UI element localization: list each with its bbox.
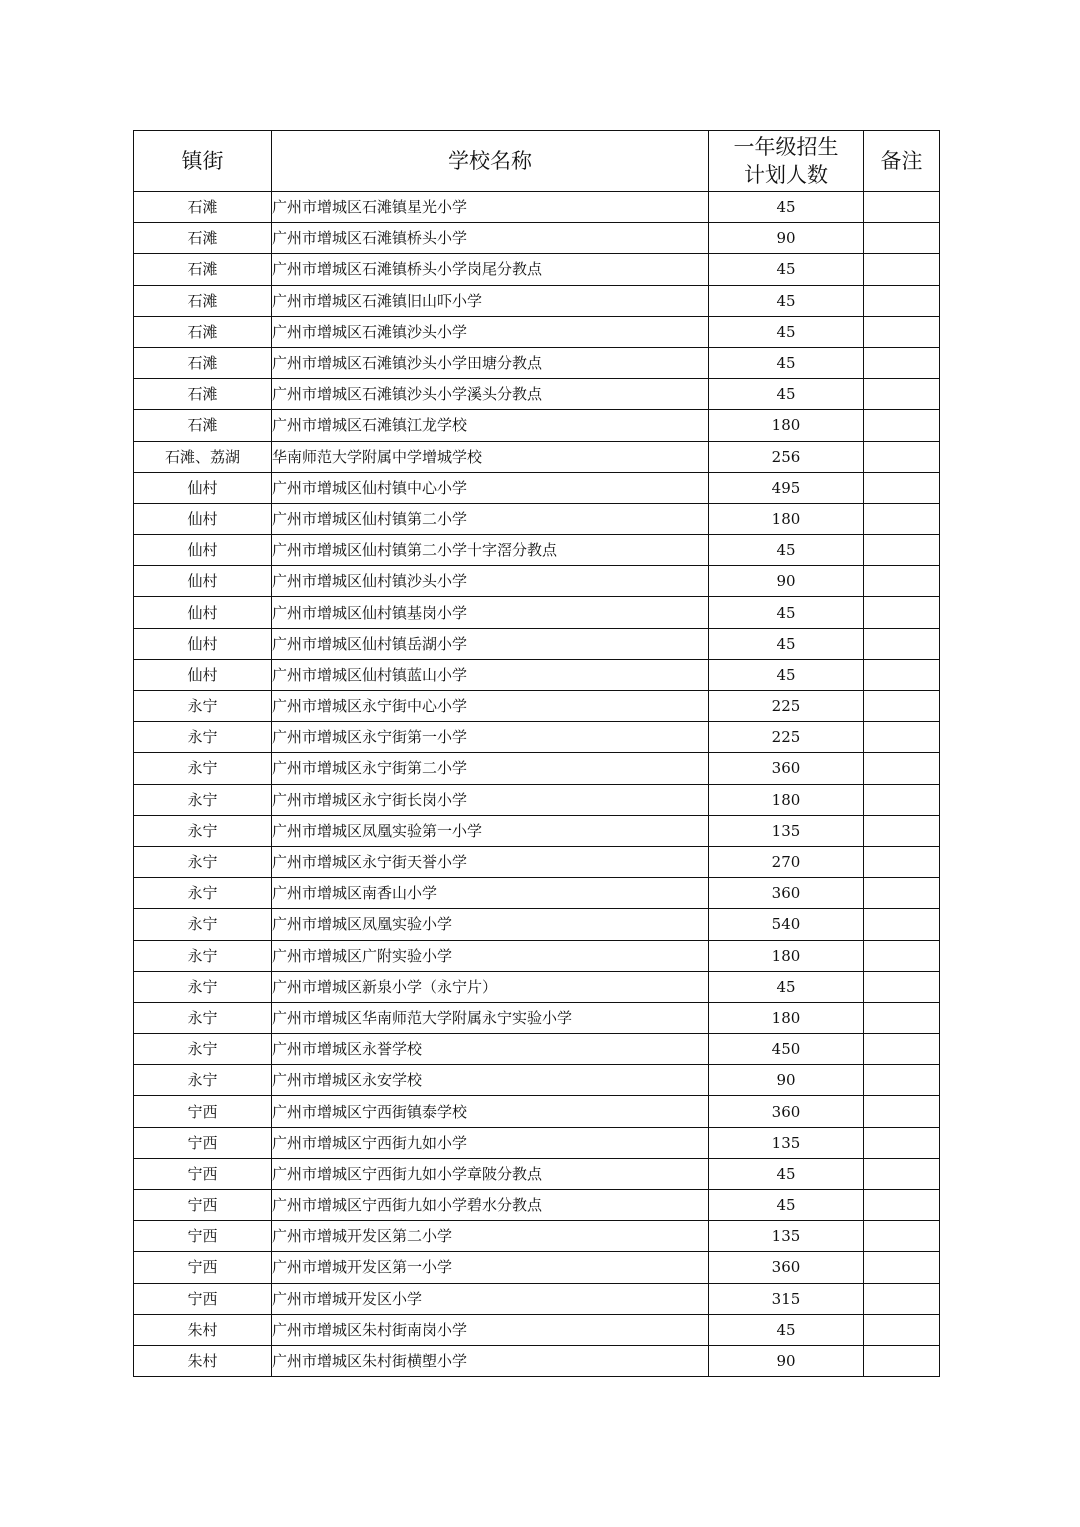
cell-plan-count: 135	[709, 1127, 864, 1158]
cell-note	[864, 753, 940, 784]
cell-note	[864, 441, 940, 472]
cell-town: 朱村	[134, 1314, 272, 1345]
table-row	[134, 254, 940, 285]
cell-town: 宁西	[134, 1190, 272, 1221]
cell-town: 仙村	[134, 628, 272, 659]
cell-school-name: 广州市增城区南香山小学	[272, 878, 709, 909]
cell-plan-count: 45	[709, 535, 864, 566]
cell-town: 宁西	[134, 1283, 272, 1314]
table-row	[134, 1221, 940, 1252]
cell-town: 石滩	[134, 285, 272, 316]
cell-school-name: 广州市增城区仙村镇岳湖小学	[272, 628, 709, 659]
cell-note	[864, 535, 940, 566]
cell-plan-count: 45	[709, 285, 864, 316]
cell-plan-count: 45	[709, 1158, 864, 1189]
table-row	[134, 503, 940, 534]
header-plan-line1: 一年级招生	[733, 135, 839, 159]
table-row	[134, 347, 940, 378]
cell-plan-count: 180	[709, 784, 864, 815]
cell-note	[864, 909, 940, 940]
cell-note	[864, 1096, 940, 1127]
table-row	[134, 691, 940, 722]
cell-town: 石滩	[134, 192, 272, 223]
cell-plan-count: 180	[709, 410, 864, 441]
table-row	[134, 1096, 940, 1127]
cell-plan-count: 225	[709, 691, 864, 722]
cell-town: 石滩	[134, 223, 272, 254]
table-row	[134, 472, 940, 503]
cell-note	[864, 940, 940, 971]
cell-note	[864, 846, 940, 877]
cell-plan-count: 360	[709, 1096, 864, 1127]
cell-note	[864, 379, 940, 410]
cell-note	[864, 628, 940, 659]
cell-plan-count: 90	[709, 566, 864, 597]
cell-school-name: 广州市增城区石滩镇江龙学校	[272, 410, 709, 441]
cell-note	[864, 566, 940, 597]
cell-town: 永宁	[134, 815, 272, 846]
cell-note	[864, 503, 940, 534]
cell-school-name: 广州市增城区仙村镇第二小学	[272, 503, 709, 534]
cell-town: 仙村	[134, 535, 272, 566]
cell-school-name: 广州市增城区石滩镇沙头小学溪头分教点	[272, 379, 709, 410]
cell-school-name: 广州市增城开发区小学	[272, 1283, 709, 1314]
cell-school-name: 广州市增城区宁西街九如小学章陂分教点	[272, 1158, 709, 1189]
table-row	[134, 535, 940, 566]
cell-town: 宁西	[134, 1252, 272, 1283]
cell-town: 永宁	[134, 909, 272, 940]
cell-school-name: 广州市增城区石滩镇旧山吓小学	[272, 285, 709, 316]
table-row	[134, 316, 940, 347]
table-row	[134, 566, 940, 597]
cell-school-name: 广州市增城区朱村街南岗小学	[272, 1314, 709, 1345]
table-row	[134, 1002, 940, 1033]
cell-school-name: 广州市增城区朱村街横塱小学	[272, 1345, 709, 1376]
cell-note	[864, 971, 940, 1002]
cell-note	[864, 1065, 940, 1096]
table-row	[134, 909, 940, 940]
cell-school-name: 广州市增城区永宁街天誉小学	[272, 846, 709, 877]
cell-town: 永宁	[134, 722, 272, 753]
cell-note	[864, 1127, 940, 1158]
header-plan-line2: 计划人数	[744, 163, 828, 187]
table-row	[134, 441, 940, 472]
table-row	[134, 1127, 940, 1158]
cell-town: 永宁	[134, 753, 272, 784]
cell-note	[864, 1345, 940, 1376]
table-row	[134, 628, 940, 659]
cell-school-name: 广州市增城区石滩镇星光小学	[272, 192, 709, 223]
table-row	[134, 753, 940, 784]
cell-school-name: 广州市增城区永宁街中心小学	[272, 691, 709, 722]
cell-note	[864, 597, 940, 628]
table-header	[134, 131, 940, 192]
cell-plan-count: 360	[709, 753, 864, 784]
cell-note	[864, 472, 940, 503]
cell-school-name: 广州市增城区石滩镇桥头小学	[272, 223, 709, 254]
cell-town: 宁西	[134, 1096, 272, 1127]
cell-school-name: 广州市增城区永誉学校	[272, 1034, 709, 1065]
cell-plan-count: 45	[709, 597, 864, 628]
cell-plan-count: 495	[709, 472, 864, 503]
table-row	[134, 192, 940, 223]
table-row	[134, 597, 940, 628]
cell-town: 宁西	[134, 1221, 272, 1252]
cell-school-name: 广州市增城区凤凰实验第一小学	[272, 815, 709, 846]
cell-plan-count: 225	[709, 722, 864, 753]
table-row	[134, 846, 940, 877]
cell-plan-count: 180	[709, 503, 864, 534]
cell-note	[864, 254, 940, 285]
cell-plan-count: 256	[709, 441, 864, 472]
cell-note	[864, 347, 940, 378]
table-row	[134, 1314, 940, 1345]
cell-plan-count: 135	[709, 1221, 864, 1252]
cell-town: 石滩	[134, 410, 272, 441]
cell-town: 永宁	[134, 846, 272, 877]
cell-plan-count: 90	[709, 1345, 864, 1376]
table-row	[134, 971, 940, 1002]
table-row	[134, 1190, 940, 1221]
cell-school-name: 广州市增城区宁西街九如小学	[272, 1127, 709, 1158]
cell-plan-count: 45	[709, 971, 864, 1002]
cell-school-name: 广州市增城区广附实验小学	[272, 940, 709, 971]
cell-plan-count: 135	[709, 815, 864, 846]
cell-school-name: 广州市增城区永宁街第一小学	[272, 722, 709, 753]
cell-plan-count: 270	[709, 846, 864, 877]
cell-school-name: 广州市增城开发区第二小学	[272, 1221, 709, 1252]
cell-note	[864, 1034, 940, 1065]
cell-school-name: 广州市增城区宁西街镇泰学校	[272, 1096, 709, 1127]
cell-town: 石滩	[134, 379, 272, 410]
cell-school-name: 华南师范大学附属中学增城学校	[272, 441, 709, 472]
header-plan-count	[709, 131, 864, 192]
cell-plan-count: 45	[709, 192, 864, 223]
cell-town: 石滩	[134, 347, 272, 378]
cell-town: 仙村	[134, 472, 272, 503]
cell-plan-count: 450	[709, 1034, 864, 1065]
cell-town: 朱村	[134, 1345, 272, 1376]
cell-town: 永宁	[134, 784, 272, 815]
cell-school-name: 广州市增城区仙村镇基岗小学	[272, 597, 709, 628]
table-row	[134, 410, 940, 441]
cell-school-name: 广州市增城区仙村镇第二小学十字滘分教点	[272, 535, 709, 566]
cell-plan-count: 45	[709, 659, 864, 690]
table-row	[134, 1158, 940, 1189]
table-row	[134, 379, 940, 410]
header-row	[134, 131, 940, 192]
cell-town: 仙村	[134, 659, 272, 690]
cell-school-name: 广州市增城区永宁街第二小学	[272, 753, 709, 784]
cell-plan-count: 315	[709, 1283, 864, 1314]
cell-town: 宁西	[134, 1127, 272, 1158]
cell-plan-count: 540	[709, 909, 864, 940]
cell-note	[864, 1314, 940, 1345]
cell-note	[864, 192, 940, 223]
cell-note	[864, 1221, 940, 1252]
cell-school-name: 广州市增城区石滩镇桥头小学岗尾分教点	[272, 254, 709, 285]
cell-town: 仙村	[134, 503, 272, 534]
cell-town: 石滩、荔湖	[134, 441, 272, 472]
table-row	[134, 285, 940, 316]
table-row	[134, 1252, 940, 1283]
table-row	[134, 1065, 940, 1096]
table-row	[134, 1345, 940, 1376]
cell-school-name: 广州市增城开发区第一小学	[272, 1252, 709, 1283]
cell-plan-count: 180	[709, 940, 864, 971]
cell-plan-count: 45	[709, 254, 864, 285]
cell-town: 永宁	[134, 1065, 272, 1096]
table-row	[134, 940, 940, 971]
cell-note	[864, 1158, 940, 1189]
cell-town: 永宁	[134, 940, 272, 971]
cell-school-name: 广州市增城区永宁街长岗小学	[272, 784, 709, 815]
header-note: 备注	[864, 131, 940, 192]
cell-school-name: 广州市增城区凤凰实验小学	[272, 909, 709, 940]
cell-note	[864, 878, 940, 909]
cell-plan-count: 45	[709, 628, 864, 659]
table-row	[134, 223, 940, 254]
cell-town: 永宁	[134, 971, 272, 1002]
cell-school-name: 广州市增城区华南师范大学附属永宁实验小学	[272, 1002, 709, 1033]
cell-plan-count: 90	[709, 1065, 864, 1096]
cell-plan-count: 180	[709, 1002, 864, 1033]
cell-town: 永宁	[134, 1002, 272, 1033]
table-row	[134, 815, 940, 846]
cell-plan-count: 45	[709, 347, 864, 378]
cell-note	[864, 1252, 940, 1283]
table-row	[134, 722, 940, 753]
table-row	[134, 659, 940, 690]
cell-plan-count: 45	[709, 1190, 864, 1221]
header-school: 学校名称	[272, 131, 709, 192]
cell-town: 永宁	[134, 691, 272, 722]
cell-note	[864, 722, 940, 753]
cell-note	[864, 691, 940, 722]
cell-school-name: 广州市增城区仙村镇中心小学	[272, 472, 709, 503]
cell-note	[864, 1190, 940, 1221]
cell-note	[864, 1002, 940, 1033]
cell-school-name: 广州市增城区宁西街九如小学碧水分教点	[272, 1190, 709, 1221]
cell-plan-count: 360	[709, 878, 864, 909]
cell-town: 永宁	[134, 1034, 272, 1065]
cell-note	[864, 223, 940, 254]
cell-school-name: 广州市增城区石滩镇沙头小学	[272, 316, 709, 347]
cell-town: 仙村	[134, 597, 272, 628]
cell-plan-count: 45	[709, 316, 864, 347]
table-row	[134, 784, 940, 815]
cell-town: 仙村	[134, 566, 272, 597]
cell-plan-count: 45	[709, 379, 864, 410]
cell-town: 宁西	[134, 1158, 272, 1189]
cell-school-name: 广州市增城区石滩镇沙头小学田塘分教点	[272, 347, 709, 378]
table-row	[134, 1034, 940, 1065]
cell-school-name: 广州市增城区仙村镇沙头小学	[272, 566, 709, 597]
cell-town: 永宁	[134, 878, 272, 909]
cell-town: 石滩	[134, 254, 272, 285]
table-row	[134, 878, 940, 909]
cell-school-name: 广州市增城区仙村镇蓝山小学	[272, 659, 709, 690]
table-row	[134, 1283, 940, 1314]
enrollment-table	[133, 130, 940, 1377]
cell-note	[864, 285, 940, 316]
cell-school-name: 广州市增城区永安学校	[272, 1065, 709, 1096]
cell-plan-count: 360	[709, 1252, 864, 1283]
cell-plan-count: 90	[709, 223, 864, 254]
cell-note	[864, 410, 940, 441]
cell-plan-count: 45	[709, 1314, 864, 1345]
cell-school-name: 广州市增城区新泉小学（永宁片）	[272, 971, 709, 1002]
cell-note	[864, 1283, 940, 1314]
cell-note	[864, 815, 940, 846]
header-town: 镇街	[134, 131, 272, 192]
cell-note	[864, 316, 940, 347]
cell-note	[864, 784, 940, 815]
table-body	[134, 192, 940, 1377]
cell-town: 石滩	[134, 316, 272, 347]
cell-note	[864, 659, 940, 690]
